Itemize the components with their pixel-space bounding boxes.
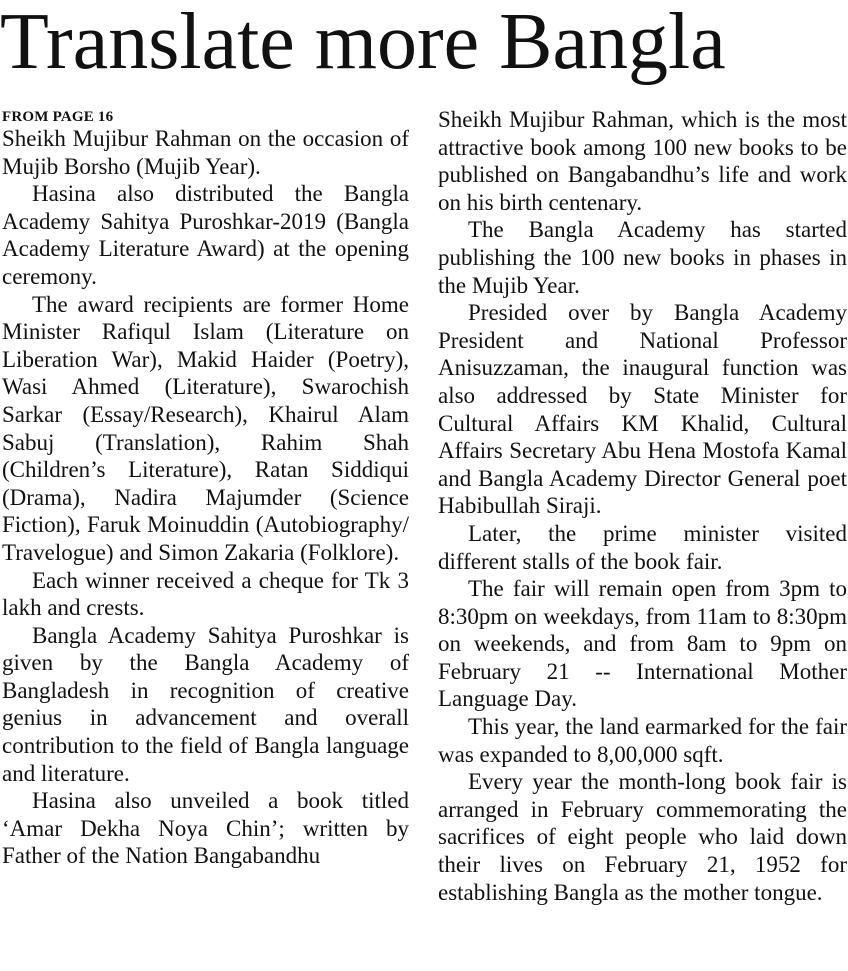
paragraph: The Bangla Academy has started publishing the 100 new books in phases in the Mujib Year. [438,217,847,298]
article-column-right [438,106,847,906]
article-column-left [2,106,409,870]
paragraph: Later, the prime minister visited different stalls of the book fair. [438,520,847,574]
paragraph: Sheikh Mujibur Rahman on the occasion of Mujib Borsho (Mujib Year). [2,126,409,179]
paragraph: Hasina also distributed the Bangla Academy Sahitya Puroshkar-2019 (Bangla Academy Literature Award) at the opening ceremony. [2,181,409,289]
headline: Translate more Bangla [0,0,726,86]
paragraph: Hasina also unveiled a book titled ‘Amar Dekha Noya Chin’; written by Father of the Nation Bangabandhu [2,788,409,869]
paragraph: Sheikh Mujibur Rahman, which is the most attractive book among 100 new books to be published on Bangabandhu’s life and work on his birth centenary. [438,107,847,215]
paragraph: The fair will remain open from 3pm to 8:30pm on weekdays, from 11am to 8:30pm on weekends, and from 8am to 9pm on February 21 -- International Mother Language Day. [438,576,847,712]
paragraph: Presided over by Bangla Academy President and National Professor Anisuzzaman, the inaugural function was also addressed by State Minister for Cultural Affairs KM Khalid, Cultural Affairs Secretary Abu Hena Mostofa Kamal and Bangla Academy Director General poet Habibullah Siraji. [438,300,847,519]
paragraph: Each winner received a cheque for Tk 3 lakh and crests. [2,567,409,621]
paragraph: Every year the month-long book fair is arranged in February commemorating the sacrifices of eight people who laid down their lives on February 21, 1952 for establishing Bangla as the mother tongue. [438,769,847,905]
jump-line: FROM PAGE 16 [2,109,114,125]
paragraph: Bangla Academy Sahitya Puroshkar is given by the Bangla Academy of Bangladesh in recognition of creative genius in advancement and overall contribution to the field of Bangla language and literature. [2,622,409,786]
paragraph: The award recipients are former Home Minister Rafiqul Islam (Literature on Liberation War), Makid Haider (Poetry), Wasi Ahmed (Literature), Swarochish Sarkar (Essay/Research), Khairul Alam Sabuj (Translation), Rahim Shah (Children’s Literature), Ratan Siddiqui (Drama), Nadira Majumder (Science Fiction), Faruk Moinuddin (Autobiography/ Travelogue) and Simon Zakaria (Folklore). [2,291,409,565]
paragraph: This year, the land earmarked for the fair was expanded to 8,00,000 sqft. [438,714,847,767]
